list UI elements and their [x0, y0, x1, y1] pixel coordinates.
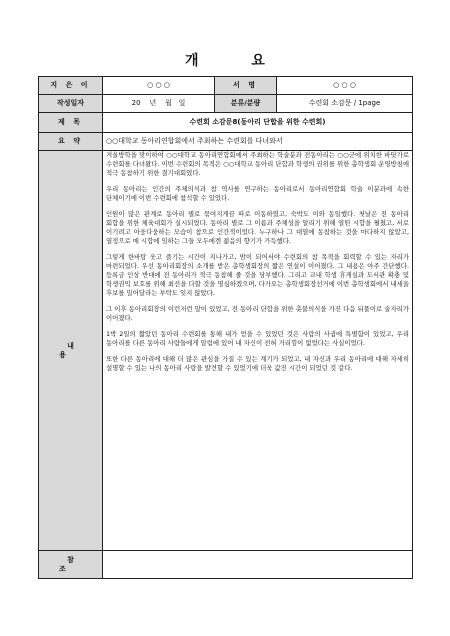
subject-value: 수련회 소감문8(동아리 단합을 위한 수련회)	[103, 113, 413, 133]
author-label: 지 은 이	[39, 77, 103, 95]
reference-label: 참 조	[39, 551, 103, 579]
category-label: 분류/분량	[215, 95, 277, 113]
summary-form-table	[38, 76, 413, 579]
author-value: ○ ○ ○	[103, 77, 215, 95]
date-label: 작성일자	[39, 95, 103, 113]
content-body	[103, 151, 413, 551]
content-paragraph: 우리 동아리는 인간의 주체의식과 참 역사를 연구하는 동아리로서 동아리연합회 학술 이분과에 속한 단체이기에 이번 수련회에 참석할 수 있었다.	[106, 185, 409, 202]
content-paragraph: 겨울방학을 맞이하여 ○○대학교 동아리연합회에서 주최하는 학술분과 전동아리는 ○○군에 위치한 바닷가로 수련회를 다녀왔다. 이번 수련회의 목적은 ○○대학교 동아리 단합과 학생의 권위를 위한 총학생회 운영방침에 적극 동참하기 위한 결기대회였다.	[106, 151, 410, 177]
page-title: 개 요	[185, 53, 289, 69]
content-label: 내 용	[39, 151, 103, 551]
reference-value	[103, 551, 413, 579]
content-paragraph: 그렇게 한바탕 웃고 즐기는 시간이 지나가고, 밤이 되어서야 수련회의 참 목적을 회력할 수 있는 자리가 마련되었다. 우선 동아리회장의 소개를 받은 총학생회장의 짧은 연설이 이어졌다. 그 내용은 아주 간단했다. 등록금 인상 반대에 전 동아리가 적극 동참해 줄 것을 당부했다. 그리고 교내 학생 휴게실과 도서관 확충 및 학생권익 보호를 위해 최선을 다할 것을 명심하겠으며, 다가오는 총학생회장선거에 이번 총학생회에서 내세울 후보를 밀어달라는 부탁도 잊지 않았다.	[106, 253, 409, 297]
category-value: 수련회 소감문 / 1page	[277, 95, 413, 113]
summary-value: ○○대학교 동아리연합회에서 주최하는 수련회를 다녀와서	[103, 133, 413, 151]
book-title-value: ○ ○ ○	[277, 77, 413, 95]
subject-label: 제 목	[39, 113, 103, 133]
date-value: 20 년 월 일	[103, 95, 215, 113]
content-paragraph: 1박 2일의 짧았던 동아리 수련회를 통해 내가 얻을 수 있었던 것은 사람의 사귐에 특별함이 있었고, 우리 동아리를 다른 동아리 사람들에게 알림에 있어 내 자신이 전혀 거리낌이 없었다는 사실이었다.	[106, 330, 409, 347]
content-paragraph: 인원이 많은 관계로 동아리 별로 묶여지게끔 따로 이동하였고, 숙박도 이와 동일했다. 첫날은 전 동아리 회합을 위한 체육대회가 실시되었다. 동아리 별로 그 이름과 주체성을 알리기 위해 열띤 시합을 펼쳤고, 서로 이기려고 아웅다웅하는 모습이 참으로 인간적이었다. 누구하나 그 대열에 동참하는 것을 마다하지 않았고, 열정으로 매 시합에 임하는 그들 모두에겐 젊음의 향기가 가득했다.	[106, 210, 409, 245]
summary-label: 요 약	[39, 133, 103, 151]
content-paragraph: 또한 다른 동아리에 대해 더 많은 관심을 가질 수 있는 계기가 되었고, 내 자신과 우리 동아리에 대해 자세히 설명할 수 있는 나의 동아리 사랑을 발견할 수 있었기에 더욱 값진 시간이 되었던 것 같다.	[106, 355, 409, 372]
content-paragraph: 그 이후 동아리회장의 이런저런 말이 있었고, 전 동아리 단합을 위한 촛불의식을 가진 다음 뒤풀이로 술자리가 이어졌다.	[106, 305, 409, 322]
book-title-label: 서 명	[215, 77, 277, 95]
